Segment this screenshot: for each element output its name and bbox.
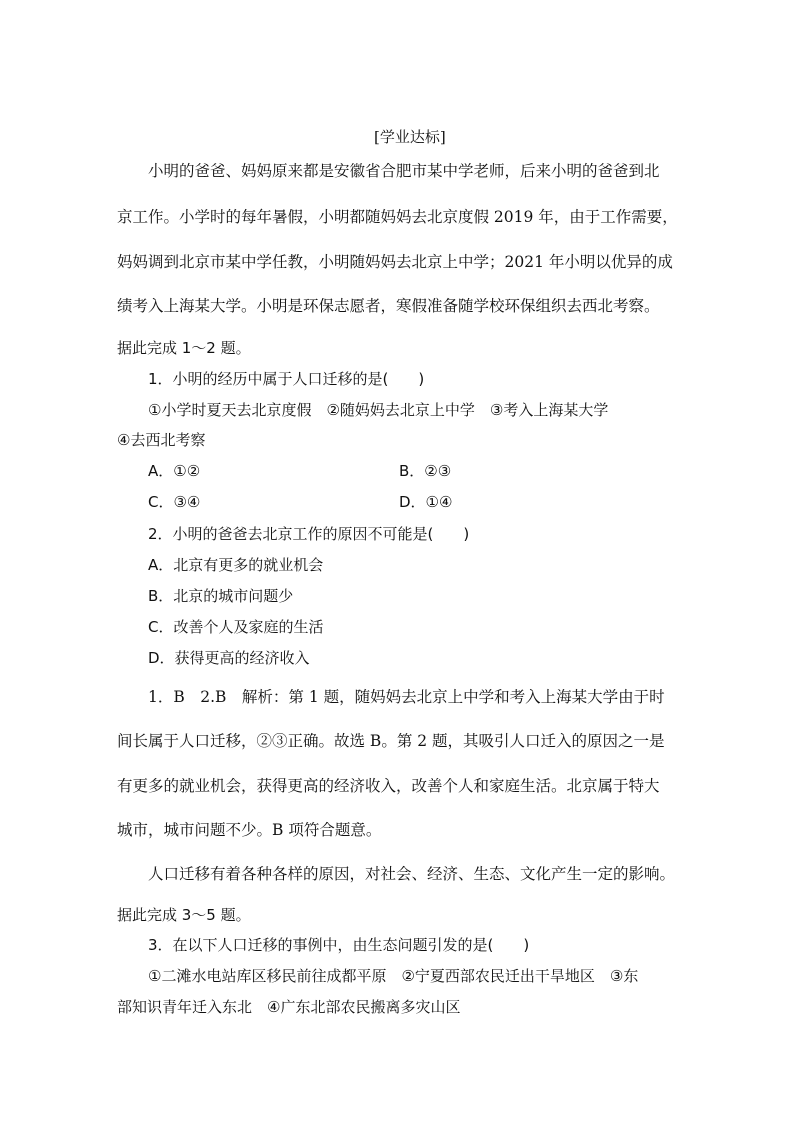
option-c: C．改善个人及家庭的生活 xyxy=(148,618,324,636)
passage-lead: 据此完成 3～5 题。 xyxy=(117,906,251,924)
question-items: ④去西北考察 xyxy=(117,431,206,449)
passage-line: 小明的爸爸、妈妈原来都是安徽省合肥市某中学老师，后来小明的爸爸到北 xyxy=(148,162,660,180)
option-b: B．②③ xyxy=(399,462,452,480)
analysis-line: 间长属于人口迁移，②③正确。故选 B。第 2 题，其吸引人口迁入的原因之一是 xyxy=(117,732,665,750)
passage-line: 京工作。小学时的每年暑假，小明都随妈妈去北京度假 2019 年，由于工作需要， xyxy=(117,208,678,226)
passage-line: 妈妈调到北京市某中学任教，小明随妈妈去北京上中学；2021 年小明以优异的成 xyxy=(117,253,673,271)
passage-line: 绩考入上海某大学。小明是环保志愿者，寒假准备随学校环保组织去西北考察。 xyxy=(117,297,660,315)
analysis-line: 1．B 2.B 解析：第 1 题，随妈妈去北京上中学和考入上海某大学由于时 xyxy=(148,688,665,706)
option-a: A．①② xyxy=(148,462,201,480)
section-title: [学业达标] xyxy=(374,128,446,146)
question-items: ①二滩水电站库区移民前往成都平原 ②宁夏西部农民迁出干旱地区 ③东 xyxy=(148,967,639,985)
question-stem: 2．小明的爸爸去北京工作的原因不可能是( ) xyxy=(148,525,470,543)
question-stem: 1．小明的经历中属于人口迁移的是( ) xyxy=(148,370,425,388)
question-items: 部知识青年迁入东北 ④广东北部农民搬离多灾山区 xyxy=(117,998,461,1016)
analysis-line: 城市，城市问题不少。B 项符合题意。 xyxy=(117,821,382,839)
passage-lead: 据此完成 1～2 题。 xyxy=(117,339,251,357)
option-d: D．①④ xyxy=(399,493,453,511)
option-b: B．北京的城市问题少 xyxy=(148,587,294,605)
option-d: D．获得更高的经济收入 xyxy=(148,649,310,667)
question-items: ①小学时夏天去北京度假 ②随妈妈去北京上中学 ③考入上海某大学 xyxy=(148,401,609,419)
passage-line: 人口迁移有着各种各样的原因，对社会、经济、生态、文化产生一定的影响。 xyxy=(148,865,676,883)
option-c: C．③④ xyxy=(148,493,201,511)
option-a: A．北京有更多的就业机会 xyxy=(148,556,324,574)
question-stem: 3．在以下人口迁移的事例中，由生态问题引发的是( ) xyxy=(148,936,530,954)
analysis-line: 有更多的就业机会，获得更高的经济收入，改善个人和家庭生活。北京属于特大 xyxy=(117,777,660,795)
